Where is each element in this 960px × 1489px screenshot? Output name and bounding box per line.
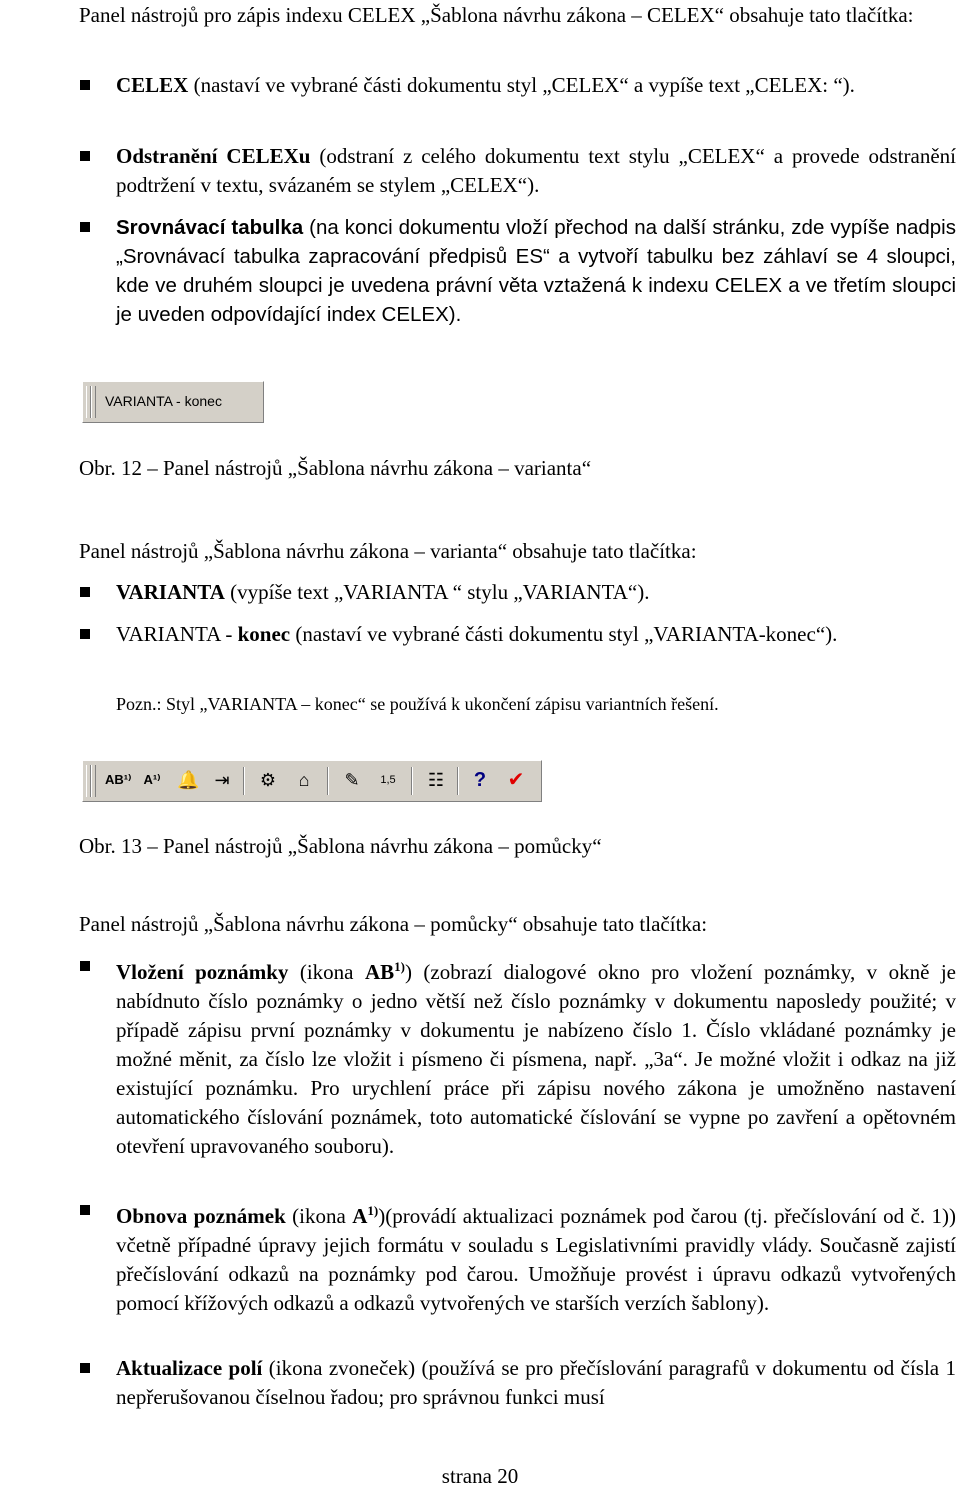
insert-note-icon[interactable]: AB¹⁾: [105, 772, 132, 787]
item-title: CELEX: [116, 73, 189, 97]
refresh-notes-icon[interactable]: A¹⁾: [143, 772, 161, 787]
settings-icon[interactable]: ⚙: [259, 770, 277, 790]
item-title: konec: [237, 622, 291, 646]
item-text: ) (zobrazí dialogové okno pro vložení poznámky, v okně je nabídnuto číslo poznámky o jedno větší než číslo poznámky v dokumentu naposledy použité; v případě zápisu první poznámky v dokumentu je nabízeno číslo 1. Číslo vkládané poznámky je možné měnit, za číslo lze vložit i písmeno či písmena, např. „3a“. Je možné vložit i odkaz na již existující poznámku. Pro urychlení práce při zápisu nového zákona je umožněno nastavení automatického číslování poznámek, toto automatické číslování se vypne po zavření a opětovném otevření upravovaného souboru).: [116, 960, 956, 1158]
item-text: (nastaví ve vybrané části dokumentu styl „VARIANTA-konec“).: [290, 622, 838, 646]
list-item-odstraneni: [116, 142, 956, 200]
bullet-icon: [80, 151, 90, 161]
item-title: Srovnávací tabulka: [116, 216, 304, 239]
bullet-icon: [80, 222, 90, 232]
list-item-aktualizace-poli: [116, 1354, 956, 1412]
bullet-icon: [80, 961, 90, 971]
line-spacing-icon[interactable]: 1,5: [380, 774, 396, 786]
bullet-icon: [80, 1205, 90, 1215]
page-number: strana 20: [441, 1464, 519, 1488]
list-item-varianta: [116, 578, 956, 607]
pomucky-intro: Panel nástrojů „Šablona návrhu zákona – pomůcky“ obsahuje tato tlačítka:: [79, 912, 708, 936]
figure-caption-12: Obr. 12 – Panel nástrojů „Šablona návrhu zákona – varianta“: [79, 456, 592, 480]
help-icon[interactable]: ?: [473, 769, 487, 791]
varianta-note: Pozn.: Styl „VARIANTA – konec“ se používá k ukončení zápisu variantních řešení.: [116, 694, 719, 714]
icon-sup: 1): [394, 959, 405, 974]
item-text: (ikona: [285, 1204, 353, 1228]
bullet-icon: [80, 1363, 90, 1373]
toolbar-separator: [457, 767, 459, 795]
list-item-vlozeni-poznamky: [116, 952, 956, 1161]
toolbar-separator: [327, 767, 329, 795]
varianta-konec-button[interactable]: VARIANTA - konec: [105, 393, 222, 409]
item-title: Vložení poznámky: [116, 960, 289, 984]
item-title: Odstranění CELEXu: [116, 144, 311, 168]
bullet-icon: [80, 80, 90, 90]
list-item-celex: [116, 71, 956, 100]
toolbar-grip[interactable]: [91, 386, 96, 418]
toolbar-separator: [411, 767, 413, 795]
item-title: Aktualizace polí: [116, 1356, 263, 1380]
checkmark-icon[interactable]: ✔: [507, 769, 525, 791]
list-item-srovnavaci: [116, 213, 956, 329]
toolbar-varianta: [82, 381, 264, 423]
toolbar-pomucky: [82, 760, 542, 802]
bullet-icon: [80, 587, 90, 597]
table-icon[interactable]: ☷: [427, 770, 445, 790]
bullet-icon: [80, 629, 90, 639]
toolbar-separator: [243, 767, 245, 795]
item-title: VARIANTA: [116, 580, 225, 604]
item-text: )(provádí aktualizaci poznámek pod čarou (tj. přečíslování od č. 1)) včetně případné úpravy jejich formátu v souladu s Legislativními pravidly vlády. Současně zajistí přečíslování odkazů na poznámky pod čarou. Umožňuje provést i úpravu odkazů vytvořených pomocí křížových odkazů a odkazů vytvořených ve starších verzích šablony).: [116, 1204, 957, 1315]
pencil-icon[interactable]: ✎: [344, 770, 360, 790]
icon-label: AB: [364, 960, 395, 984]
bell-icon[interactable]: 🔔: [177, 770, 200, 790]
item-text: (nastaví ve vybrané části dokumentu styl „CELEX“ a vypíše text „CELEX: “).: [188, 73, 855, 97]
icon-label: A: [352, 1204, 368, 1228]
item-text: (odstraní z celého dokumentu text stylu „CELEX“ a provede odstranění podtržení v textu, svázaném se stylem „CELEX“).: [116, 144, 956, 197]
item-text: (ikona: [288, 960, 365, 984]
icon-sup: 1): [367, 1203, 379, 1218]
item-text: (na konci dokumentu vloží přechod na další stránku, zde vypíše nadpis „Srovnávací tabulka zapracování předpisů ES“ a vytvoří tabulku bez záhlaví se 4 sloupci, kde ve druhém sloupci je uvedena právní věta vztažená k indexu CELEX a ve třetím sloupci je uveden odpovídající index CELEX).: [116, 216, 956, 326]
indent-icon[interactable]: ⇥: [214, 770, 230, 790]
list-item-obnova-poznamek: [116, 1196, 956, 1318]
item-text: (vypíše text „VARIANTA “ stylu „VARIANTA“).: [224, 580, 650, 604]
intro-paragraph: Panel nástrojů pro zápis indexu CELEX „Šablona návrhu zákona – CELEX“ obsahuje tato tlačítka:: [79, 3, 914, 27]
list-item-varianta-konec: [116, 620, 956, 649]
toolbar-grip[interactable]: [91, 765, 96, 797]
item-text: (ikona zvoneček) (používá se pro přečíslování paragrafů v dokumentu od čísla 1 nepřerušovanou číselnou řadou; pro správnou funkci musí: [116, 1356, 956, 1409]
item-prefix: VARIANTA -: [116, 622, 238, 646]
varianta-intro: Panel nástrojů „Šablona návrhu zákona – varianta“ obsahuje tato tlačítka:: [79, 539, 697, 563]
item-title: Obnova poznámek: [116, 1204, 286, 1228]
home-icon[interactable]: ⌂: [298, 770, 310, 790]
figure-caption-13: Obr. 13 – Panel nástrojů „Šablona návrhu zákona – pomůcky“: [79, 834, 602, 858]
